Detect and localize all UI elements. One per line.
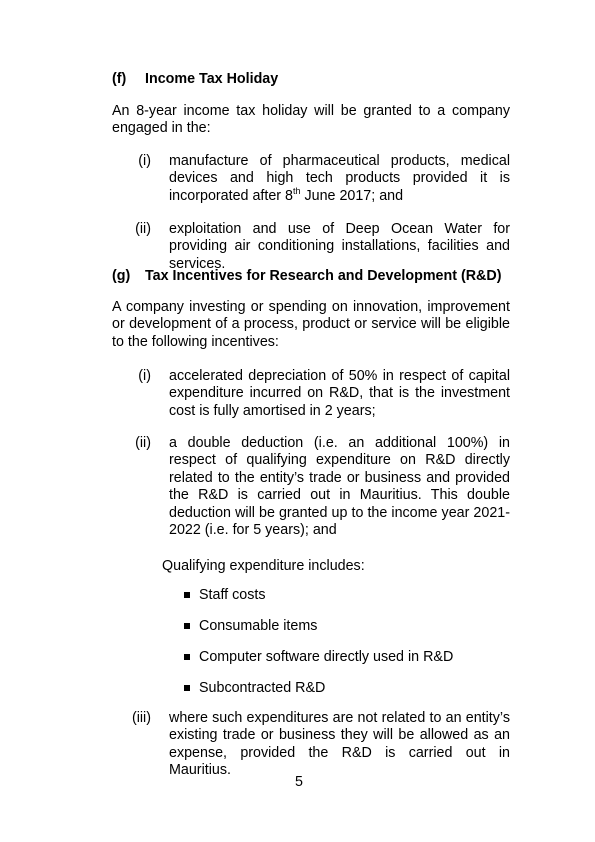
section-f-item-2-number: (ii)	[135, 221, 151, 237]
bullet-icon	[184, 654, 190, 660]
section-f-label: (f)	[112, 71, 127, 87]
bullet-icon	[184, 623, 190, 629]
qualifying-item: Consumable items	[199, 618, 318, 634]
section-f-item-1-text-end: June 2017; and	[300, 187, 404, 204]
qualifying-item: Computer software directly used in R&D	[199, 649, 454, 665]
qualifying-item: Staff costs	[199, 587, 266, 603]
bullet-icon	[184, 592, 190, 598]
section-f-heading	[112, 71, 512, 89]
section-g-item-1-text: accelerated depreciation of 50% in respect of capital expenditure incurred on R&D, that is the investment cost is fully amortised in 2 years;	[169, 368, 510, 419]
section-f-intro: An 8-year income tax holiday will be granted to a company engaged in the:	[112, 103, 510, 137]
section-g-intro: A company investing or spending on innovation, improvement or development of a process, product or service will be eligible to the following incentives:	[112, 299, 510, 350]
section-g-title: Tax Incentives for Research and Development (R&D)	[145, 268, 502, 284]
section-g-item-3-text: where such expenditures are not related to an entity’s existing trade or business they will be allowed as an expense, provided the R&D is carried out in Mauritius.	[169, 710, 510, 779]
section-g-item-2-text: a double deduction (i.e. an additional 100%) in respect of qualifying expenditure on R&D directly related to the entity’s trade or business and provided the R&D is carried out in Mauritius. This double deduction will be granted up to the income year 2021-2022 (i.e. for 5 years); and	[169, 435, 510, 539]
section-g-label: (g)	[112, 268, 131, 284]
section-f-title: Income Tax Holiday	[145, 71, 279, 87]
section-g-item-3-number: (iii)	[131, 710, 151, 726]
section-g-item-2-number: (ii)	[135, 435, 151, 451]
section-f-item-1-text-main: manufacture of pharmaceutical products, medical devices and high tech products provided it is incorporated after 8	[169, 153, 510, 204]
bullet-icon	[184, 685, 190, 691]
section-g-heading	[112, 268, 532, 286]
section-f-item-1-sup: th	[292, 186, 301, 197]
qualifying-expenditure-intro: Qualifying expenditure includes:	[162, 558, 365, 574]
section-f-item-1-number: (i)	[138, 153, 151, 169]
page-number: 5	[295, 774, 303, 790]
qualifying-item: Subcontracted R&D	[199, 680, 326, 696]
section-f-item-2-text: exploitation and use of Deep Ocean Water for providing air conditioning installations, facilities and services.	[169, 221, 510, 272]
section-f-item-1-text	[169, 153, 510, 205]
section-g-item-1-number: (i)	[138, 368, 151, 384]
